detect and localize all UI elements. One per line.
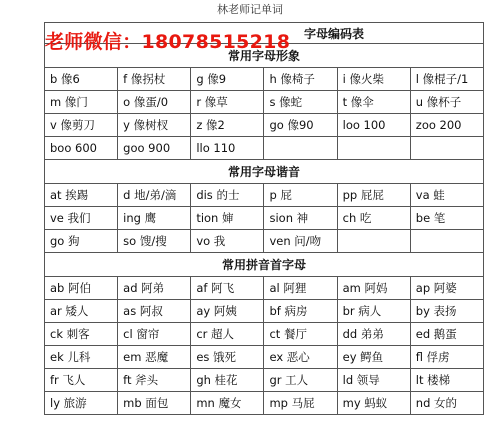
table-cell: fl 俘虏 — [410, 346, 483, 369]
table-cell: dd 弟弟 — [337, 323, 410, 346]
table-row — [45, 184, 484, 207]
table-cell: ft 斧头 — [118, 369, 191, 392]
table-cell: g 像9 — [191, 68, 264, 91]
table-row — [45, 346, 484, 369]
table-cell: ad 阿弟 — [118, 277, 191, 300]
table-cell: ey 鳄鱼 — [337, 346, 410, 369]
table-cell: as 阿叔 — [118, 300, 191, 323]
table-cell: cr 超人 — [191, 323, 264, 346]
table-row — [45, 369, 484, 392]
table-cell: ap 阿婆 — [410, 277, 483, 300]
table-cell: b 像6 — [45, 68, 118, 91]
table-cell: u 像杯子 — [410, 91, 483, 114]
table-cell: goo 900 — [118, 137, 191, 160]
table-cell: ar 矮人 — [45, 300, 118, 323]
table-cell: d 地/弟/滴 — [118, 184, 191, 207]
table-cell: af 阿飞 — [191, 277, 264, 300]
table-cell: ab 阿伯 — [45, 277, 118, 300]
table-cell: ly 旅游 — [45, 392, 118, 415]
table-row — [45, 137, 484, 160]
table-cell: em 恶魔 — [118, 346, 191, 369]
table-cell: es 饿死 — [191, 346, 264, 369]
table-cell: ld 领导 — [337, 369, 410, 392]
table-cell: mp 马屁 — [264, 392, 337, 415]
table-cell: mn 魔女 — [191, 392, 264, 415]
table-cell: ck 刺客 — [45, 323, 118, 346]
table-cell: pp 屁屁 — [337, 184, 410, 207]
table-cell: v 像剪刀 — [45, 114, 118, 137]
table-cell: bf 病房 — [264, 300, 337, 323]
table-cell: so 馊/搜 — [118, 230, 191, 253]
section-header-row — [45, 160, 484, 184]
table-cell: am 阿妈 — [337, 277, 410, 300]
table-cell: ct 餐厅 — [264, 323, 337, 346]
table-row — [45, 207, 484, 230]
table-cell: fr 飞人 — [45, 369, 118, 392]
table-row — [45, 114, 484, 137]
table-cell: mb 面包 — [118, 392, 191, 415]
table-cell: va 蛙 — [410, 184, 483, 207]
table-cell: vo 我 — [191, 230, 264, 253]
table-cell: by 表扬 — [410, 300, 483, 323]
table-cell: t 像伞 — [337, 91, 410, 114]
table-cell: z 像2 — [191, 114, 264, 137]
table-cell: go 像90 — [264, 114, 337, 137]
table-cell: r 像草 — [191, 91, 264, 114]
table-cell: be 笔 — [410, 207, 483, 230]
letter-code-table — [44, 22, 484, 415]
table-cell: p 屁 — [264, 184, 337, 207]
table-row — [45, 91, 484, 114]
table-cell: ch 吃 — [337, 207, 410, 230]
table-cell: s 像蛇 — [264, 91, 337, 114]
page-header: 林老师记单词 — [217, 3, 283, 16]
table-cell: dis 的士 — [191, 184, 264, 207]
table-cell: m 像门 — [45, 91, 118, 114]
table-row — [45, 392, 484, 415]
table-cell: ven 问/吻 — [264, 230, 337, 253]
section-title: 常用字母谐音 — [45, 160, 484, 184]
table-cell: ed 鹅蛋 — [410, 323, 483, 346]
table-title: 字母编码表 — [303, 26, 364, 41]
section-title: 常用拼音首字母 — [45, 253, 484, 277]
table-cell: llo 110 — [191, 137, 264, 160]
table-cell: gh 桂花 — [191, 369, 264, 392]
table-row — [45, 323, 484, 346]
table-cell: ve 我们 — [45, 207, 118, 230]
table-cell: sion 神 — [264, 207, 337, 230]
table-cell: at 挨踢 — [45, 184, 118, 207]
table-cell: lt 楼梯 — [410, 369, 483, 392]
table-cell: tion 婶 — [191, 207, 264, 230]
table-cell: go 狗 — [45, 230, 118, 253]
table-cell — [264, 137, 337, 160]
table-cell — [337, 137, 410, 160]
table-cell: loo 100 — [337, 114, 410, 137]
table-row — [45, 230, 484, 253]
table-cell: f 像拐杖 — [118, 68, 191, 91]
table-cell: ing 鹰 — [118, 207, 191, 230]
table-row — [45, 277, 484, 300]
section-title: 常用字母形象 — [45, 44, 484, 68]
teacher-wechat-watermark: 老师微信：18078515218 — [45, 31, 291, 53]
table-cell: y 像树杈 — [118, 114, 191, 137]
section-header-row — [45, 253, 484, 277]
table-cell: my 蚂蚁 — [337, 392, 410, 415]
table-cell: o 像蛋/0 — [118, 91, 191, 114]
table-cell: ay 阿姨 — [191, 300, 264, 323]
table-cell: boo 600 — [45, 137, 118, 160]
table-cell: ek 儿科 — [45, 346, 118, 369]
table-row — [45, 300, 484, 323]
table-cell: br 病人 — [337, 300, 410, 323]
table-cell: l 像棍子/1 — [410, 68, 483, 91]
table-cell: h 像椅子 — [264, 68, 337, 91]
table-cell — [410, 230, 483, 253]
table-cell: gr 工人 — [264, 369, 337, 392]
table-cell: al 阿狸 — [264, 277, 337, 300]
table-cell: nd 女的 — [410, 392, 483, 415]
table-cell: zoo 200 — [410, 114, 483, 137]
table-cell — [337, 230, 410, 253]
table-cell: cl 窗帘 — [118, 323, 191, 346]
table-cell: ex 恶心 — [264, 346, 337, 369]
table-row — [45, 68, 484, 91]
table-cell — [410, 137, 483, 160]
table-cell: i 像火柴 — [337, 68, 410, 91]
